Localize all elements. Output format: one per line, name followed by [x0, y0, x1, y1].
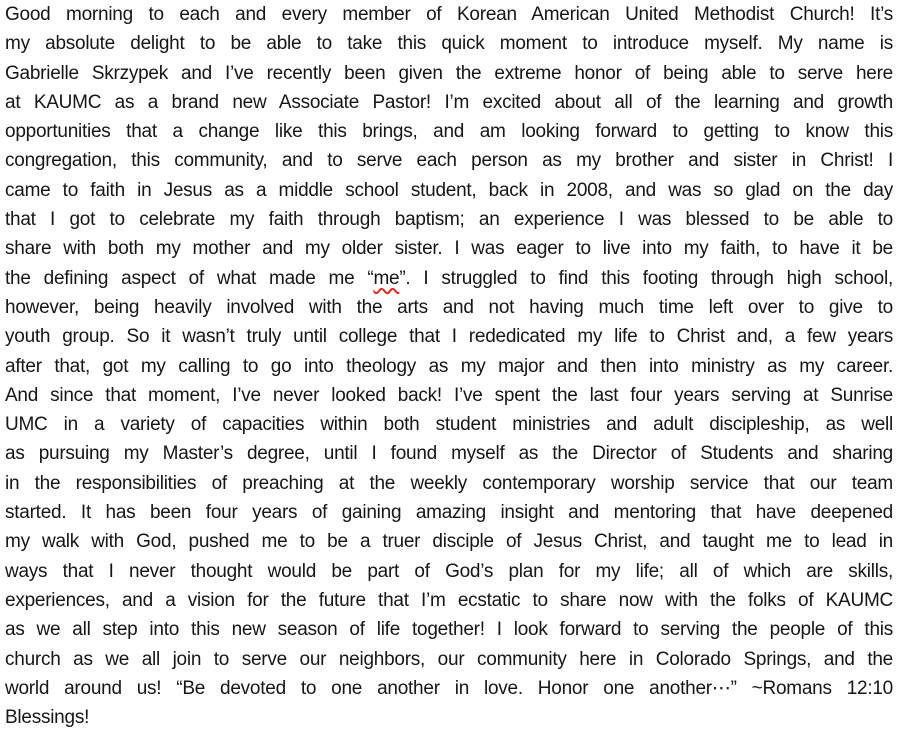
- text-line: congregation, this community, and to serve each person as my brother and sister in Christ! I: [5, 150, 893, 172]
- text-line-with-spellcheck: [5, 264, 893, 293]
- text-line: ways that I never thought would be part of God’s plan for my life; all of which are skills,: [5, 560, 893, 582]
- text-line: world around us! “Be devoted to one another in love. Honor one another⋯” ~Romans 12:10: [5, 677, 893, 699]
- text-line: my absolute delight to be able to take this quick moment to introduce myself. My name is: [5, 33, 893, 55]
- text-line: came to faith in Jesus as a middle school student, back in 2008, and was so glad on the day: [5, 179, 893, 201]
- text-line: started. It has been four years of gaining amazing insight and mentoring that have deepened: [5, 502, 893, 524]
- text-line: Blessings!: [5, 707, 90, 729]
- text-line: opportunities that a change like this brings, and am looking forward to getting to know this: [5, 121, 893, 143]
- text-line: share with both my mother and my older sister. I was eager to live into my faith, to have it be: [5, 238, 893, 260]
- text-line: church as we all join to serve our neighbors, our community here in Colorado Springs, and the: [5, 648, 893, 670]
- text-line: Good morning to each and every member of Korean American United Methodist Church! It’s: [5, 4, 893, 25]
- text-line: however, being heavily involved with the arts and not having much time left over to give to: [5, 296, 893, 318]
- misspelled-word[interactable]: me: [373, 267, 400, 289]
- text-line: as pursuing my Master’s degree, until I found myself as the Director of Students and sharing: [5, 443, 893, 465]
- text-line: Gabrielle Skrzypek and I’ve recently been given the extreme honor of being able to serve here: [5, 62, 893, 84]
- text-line: in the responsibilities of preaching at the weekly contemporary worship service that our team: [5, 472, 893, 494]
- text-line: that I got to celebrate my faith through baptism; an experience I was blessed to be able to: [5, 209, 893, 231]
- text-line: youth group. So it wasn’t truly until college that I rededicated my life to Christ and, a few years: [5, 326, 893, 348]
- text-line: UMC in a variety of capacities within both student ministries and adult discipleship, as well: [5, 414, 893, 436]
- text-line: my walk with God, pushed me to be a truer disciple of Jesus Christ, and taught me to lead in: [5, 531, 893, 553]
- text-line: after that, got my calling to go into theology as my major and then into ministry as my career.: [5, 355, 893, 377]
- text-line: experiences, and a vision for the future that I’m ecstatic to share now with the folks of KAUMC: [5, 589, 893, 611]
- text-line: as we all step into this new season of life together! I look forward to serving the people of this: [5, 619, 893, 641]
- text-line: at KAUMC as a brand new Associate Pastor! I’m excited about all of the learning and growth: [5, 91, 893, 113]
- text-line: And since that moment, I’ve never looked back! I’ve spent the last four years serving at Sunrise: [5, 384, 893, 406]
- text-segment: ”. I struggled to find this footing through high school,: [399, 267, 893, 289]
- text-segment: the defining aspect of what made me “: [5, 267, 374, 289]
